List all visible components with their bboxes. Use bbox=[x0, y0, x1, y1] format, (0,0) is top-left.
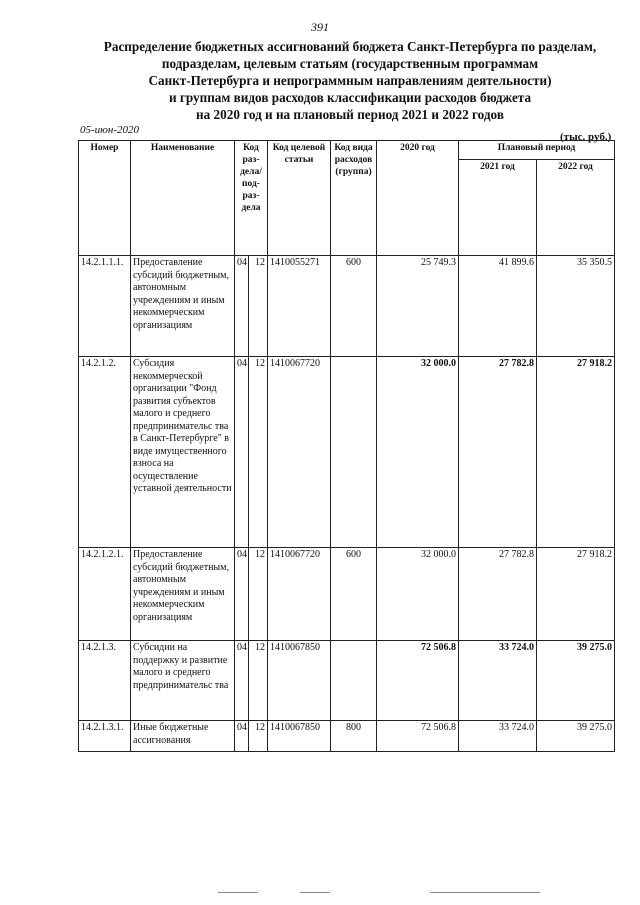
cell-name: Предоставление субсидий бюджетным, автономным учреждениям и иным некоммерческим организациям bbox=[131, 256, 235, 357]
cell-2022: 27 918.2 bbox=[537, 548, 615, 641]
title-line: и группам видов расходов классификации расходов бюджета bbox=[168, 90, 532, 105]
date-stamp: 05-июн-2020 bbox=[80, 124, 140, 136]
header-plan-period: Плановый период bbox=[459, 141, 615, 160]
cell-target: 1410055271 bbox=[268, 256, 331, 357]
cell-2020: 72 506.8 bbox=[377, 641, 459, 721]
cell-podrazdel: 12 bbox=[249, 641, 268, 721]
document-title bbox=[100, 38, 600, 123]
header-target: Код целевой статьи bbox=[268, 141, 331, 256]
cell-kvr bbox=[331, 641, 377, 721]
cell-number: 14.2.1.3. bbox=[79, 641, 131, 721]
header-row bbox=[79, 141, 615, 160]
header-2020: 2020 год bbox=[377, 141, 459, 256]
header-name: Наименование bbox=[131, 141, 235, 256]
title-line: на 2020 год и на плановый период 2021 и 2022 годов bbox=[196, 107, 504, 122]
cell-name: Субсидия некоммерческой организации "Фонд развития субъектов малого и среднего предпринимательс тва в Санкт-Петербурге" в виде имущественного взноса на осуществление уставной деятельности bbox=[131, 357, 235, 548]
cell-2020: 32 000.0 bbox=[377, 548, 459, 641]
page-number: 391 bbox=[311, 20, 329, 34]
cell-kvr: 800 bbox=[331, 721, 377, 752]
cell-target: 1410067850 bbox=[268, 641, 331, 721]
scan-mark bbox=[300, 892, 330, 893]
budget-table bbox=[78, 140, 615, 752]
title-line: подразделам, целевым статьям (государственным программам bbox=[161, 56, 539, 71]
cell-2020: 32 000.0 bbox=[377, 357, 459, 548]
cell-podrazdel: 12 bbox=[249, 721, 268, 752]
cell-2021: 27 782.8 bbox=[459, 357, 537, 548]
cell-kvr: 600 bbox=[331, 256, 377, 357]
cell-podrazdel: 12 bbox=[249, 357, 268, 548]
cell-2021: 41 899.6 bbox=[459, 256, 537, 357]
cell-number: 14.2.1.3.1. bbox=[79, 721, 131, 752]
cell-name: Предоставление субсидий бюджетным, автономным учреждениям и иным некоммерческим организациям bbox=[131, 548, 235, 641]
scan-artifacts bbox=[0, 892, 640, 898]
cell-2021: 27 782.8 bbox=[459, 548, 537, 641]
cell-razdel: 04 bbox=[235, 256, 249, 357]
cell-number: 14.2.1.1.1. bbox=[79, 256, 131, 357]
cell-name: Субсидии на поддержку и развитие малого и среднего предпринимательс тва bbox=[131, 641, 235, 721]
header-kvr: Код вида расходов (группа) bbox=[331, 141, 377, 256]
cell-target: 1410067850 bbox=[268, 721, 331, 752]
cell-number: 14.2.1.2.1. bbox=[79, 548, 131, 641]
table-row bbox=[79, 548, 615, 641]
cell-podrazdel: 12 bbox=[249, 256, 268, 357]
cell-target: 1410067720 bbox=[268, 357, 331, 548]
cell-razdel: 04 bbox=[235, 548, 249, 641]
cell-2020: 72 506.8 bbox=[377, 721, 459, 752]
header-2021: 2021 год bbox=[459, 160, 537, 256]
title-line: Санкт-Петербурга и непрограммным направлениям деятельности) bbox=[148, 73, 552, 88]
table-row bbox=[79, 357, 615, 548]
cell-2021: 33 724.0 bbox=[459, 721, 537, 752]
header-2022: 2022 год bbox=[537, 160, 615, 256]
cell-razdel: 04 bbox=[235, 357, 249, 548]
cell-kvr: 600 bbox=[331, 548, 377, 641]
cell-name: Иные бюджетные ассигнования bbox=[131, 721, 235, 752]
table-row bbox=[79, 256, 615, 357]
scan-mark bbox=[430, 892, 540, 893]
title-line: Распределение бюджетных ассигнований бюджета Санкт-Петербурга по разделам, bbox=[103, 39, 597, 54]
table-row bbox=[79, 641, 615, 721]
cell-2020: 25 749.3 bbox=[377, 256, 459, 357]
units-label: (тыс. руб.) bbox=[560, 131, 612, 143]
header-number: Номер bbox=[79, 141, 131, 256]
cell-2022: 39 275.0 bbox=[537, 641, 615, 721]
cell-2022: 27 918.2 bbox=[537, 357, 615, 548]
cell-2022: 39 275.0 bbox=[537, 721, 615, 752]
cell-2022: 35 350.5 bbox=[537, 256, 615, 357]
cell-2021: 33 724.0 bbox=[459, 641, 537, 721]
table-row bbox=[79, 721, 615, 752]
cell-number: 14.2.1.2. bbox=[79, 357, 131, 548]
cell-podrazdel: 12 bbox=[249, 548, 268, 641]
cell-razdel: 04 bbox=[235, 641, 249, 721]
cell-kvr bbox=[331, 357, 377, 548]
scan-mark bbox=[218, 892, 258, 893]
header-razdel: Код раз-дела/под-раз-дела bbox=[235, 141, 268, 256]
cell-target: 1410067720 bbox=[268, 548, 331, 641]
cell-razdel: 04 bbox=[235, 721, 249, 752]
